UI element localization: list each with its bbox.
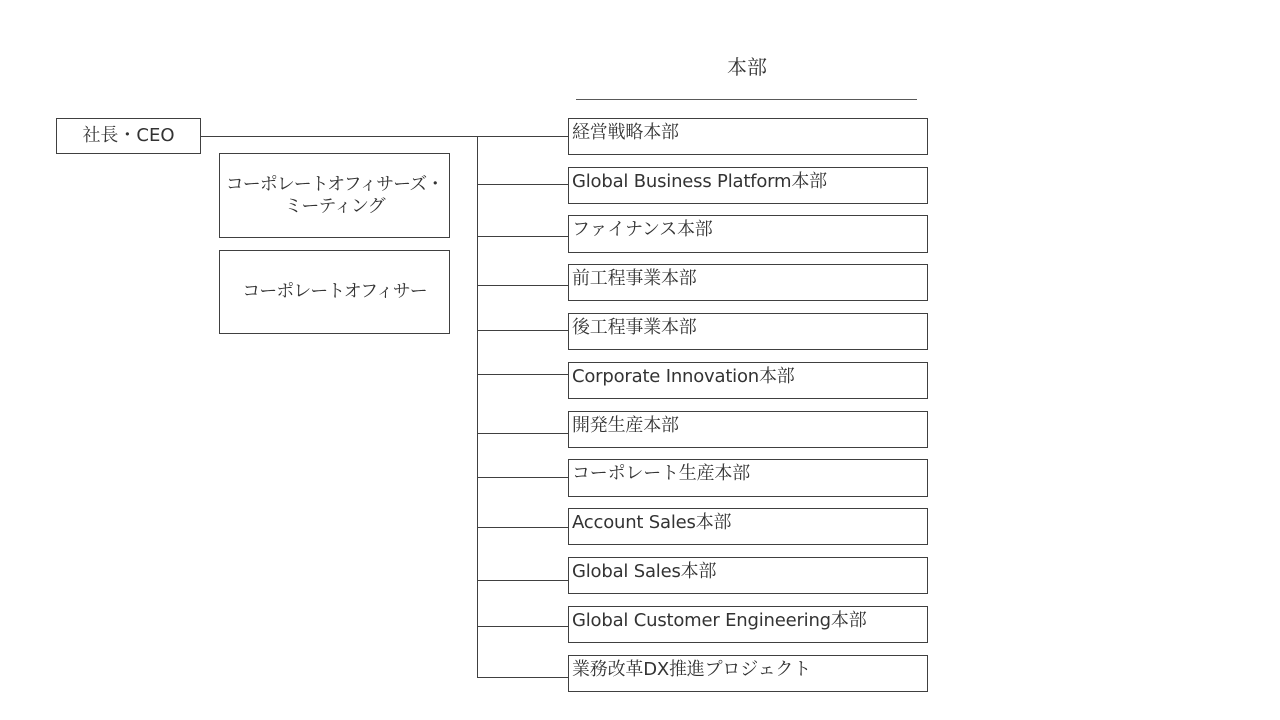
corporate-officers-meeting-node — [219, 153, 450, 238]
department-node — [568, 411, 928, 448]
branch-connector-line — [477, 184, 568, 185]
department-node — [568, 167, 928, 204]
department-node — [568, 606, 928, 643]
department-label: 経営戦略本部 — [572, 122, 679, 143]
department-node — [568, 508, 928, 545]
department-label: コーポレート生産本部 — [572, 463, 750, 484]
department-node — [568, 655, 928, 692]
department-label: 業務改革DX推進プロジェクト — [572, 659, 812, 680]
department-label: 開発生産本部 — [572, 415, 679, 436]
department-label: Global Business Platform本部 — [572, 171, 827, 192]
branch-connector-line — [477, 527, 568, 528]
department-node — [568, 557, 928, 594]
branch-connector-line — [477, 374, 568, 375]
branch-connector-line — [477, 330, 568, 331]
corporate-officer-node — [219, 250, 450, 334]
department-node — [568, 459, 928, 497]
division-header-underline — [576, 99, 917, 100]
department-node — [568, 313, 928, 350]
department-label: 前工程事業本部 — [572, 268, 697, 289]
trunk-connector-line — [477, 136, 478, 678]
branch-connector-line — [477, 677, 568, 678]
branch-connector-line — [477, 285, 568, 286]
department-label: 後工程事業本部 — [572, 317, 697, 338]
corporate-officers-meeting-label: コーポレートオフィサーズ・ ミーティング — [225, 173, 444, 217]
division-header-title: 本部 — [727, 55, 767, 79]
corporate-officer-label: コーポレートオフィサー — [242, 281, 427, 302]
ceo-node — [56, 118, 201, 154]
branch-connector-line — [477, 433, 568, 434]
branch-connector-line — [477, 236, 568, 237]
branch-connector-line — [477, 580, 568, 581]
department-node — [568, 118, 928, 155]
department-label: Global Sales本部 — [572, 561, 717, 582]
department-node — [568, 362, 928, 399]
department-label: ファイナンス本部 — [572, 219, 713, 240]
branch-connector-line — [477, 477, 568, 478]
ceo-node-label: 社長・CEO — [82, 125, 175, 146]
department-label: Account Sales本部 — [572, 512, 732, 533]
department-label: Global Customer Engineering本部 — [572, 610, 867, 631]
department-node — [568, 264, 928, 301]
department-node — [568, 215, 928, 253]
ceo-connector-line — [201, 136, 568, 137]
branch-connector-line — [477, 626, 568, 627]
department-label: Corporate Innovation本部 — [572, 366, 795, 387]
